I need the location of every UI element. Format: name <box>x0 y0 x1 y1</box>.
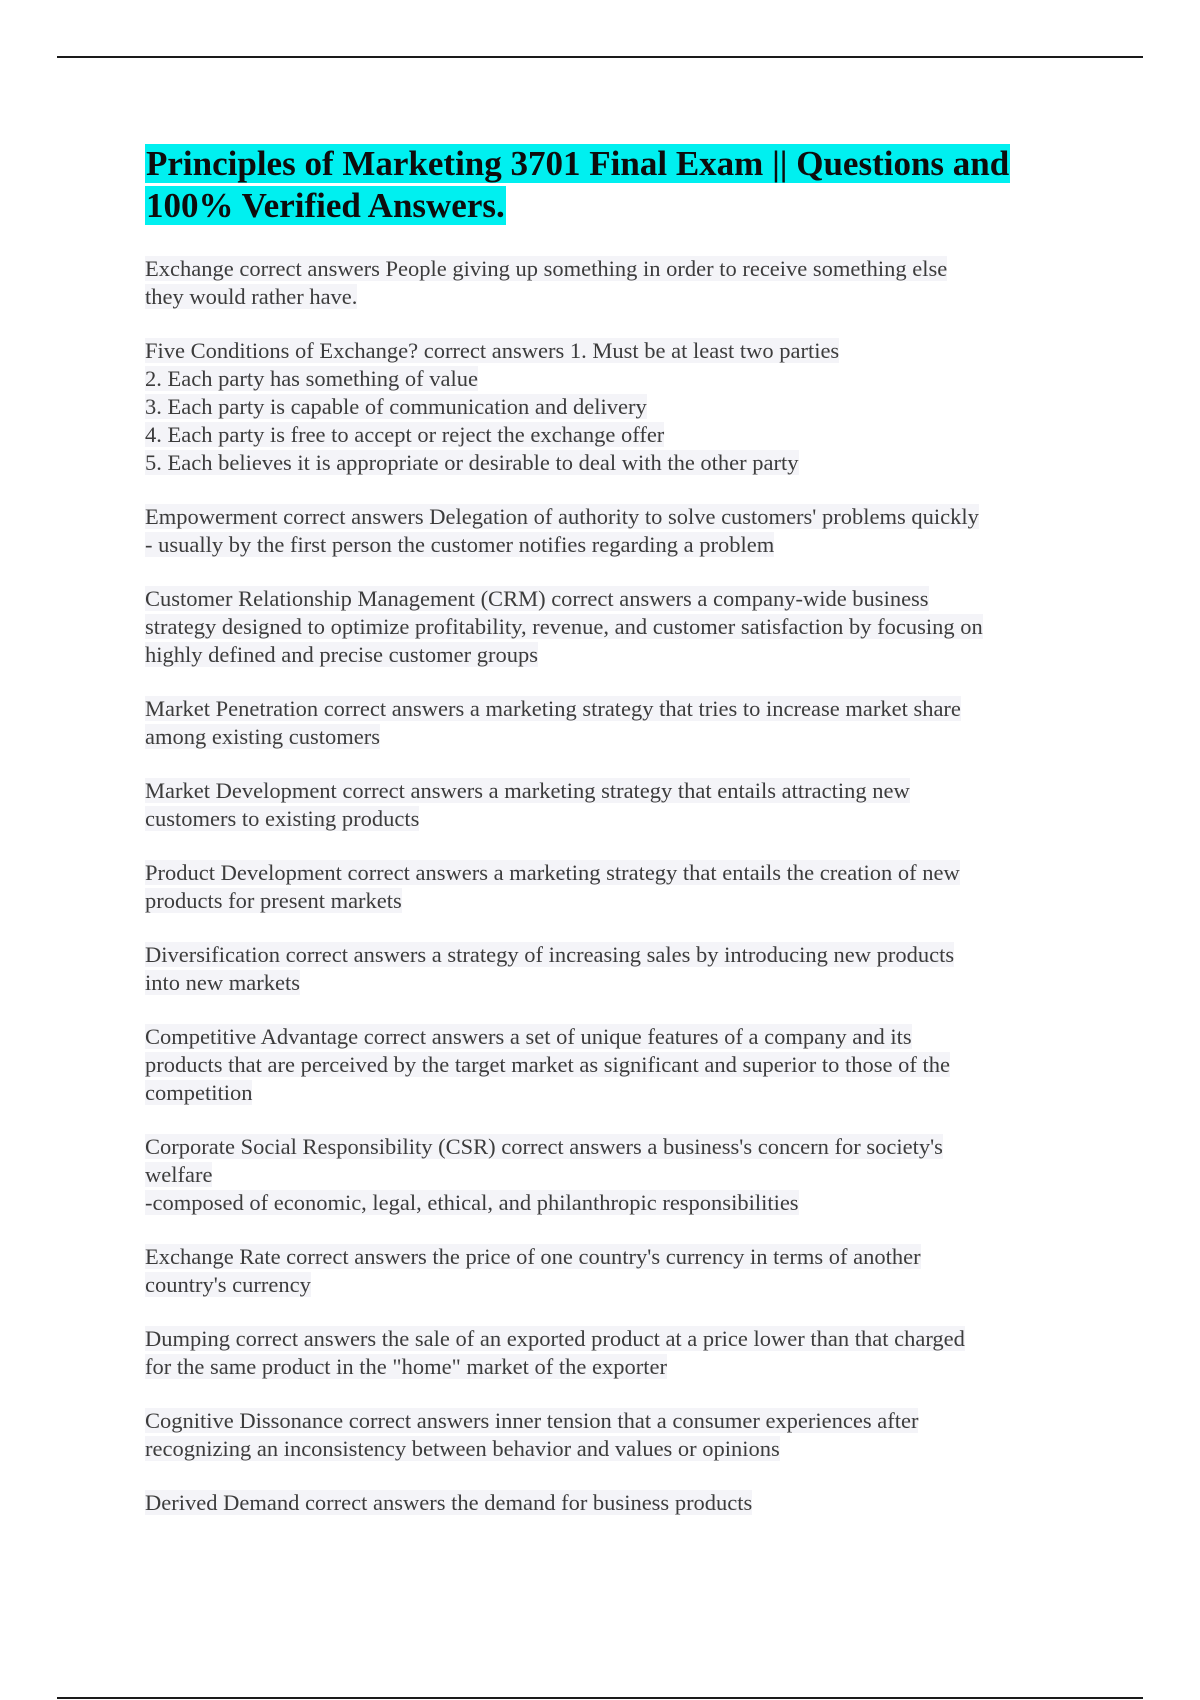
qa-entry <box>145 1133 1060 1217</box>
entry-line: 4. Each party is free to accept or reject the exchange offer <box>145 422 665 447</box>
qa-entry <box>145 255 1060 311</box>
entry-line: Empowerment correct answers Delegation of authority to solve customers' problems quickly <box>145 504 979 529</box>
entry-line: highly defined and precise customer groups <box>145 642 539 667</box>
entry-line: 3. Each party is capable of communication and delivery <box>145 394 647 419</box>
title-line: 100% Verified Answers. <box>146 186 505 225</box>
entry-line: Exchange Rate correct answers the price of one country's currency in terms of another <box>145 1244 921 1269</box>
entry-line: Dumping correct answers the sale of an exported product at a price lower than that charged <box>145 1326 965 1351</box>
entry-line: products for present markets <box>145 888 402 913</box>
entry-line: Five Conditions of Exchange? correct answers 1. Must be at least two parties <box>145 338 840 363</box>
document-body <box>145 143 1060 1543</box>
entry-line: competition <box>145 1080 253 1105</box>
entry-line: welfare <box>145 1162 213 1187</box>
entry-line: country's currency <box>145 1272 311 1297</box>
entry-line: Diversification correct answers a strategy of increasing sales by introducing new products <box>145 942 955 967</box>
entry-line: Derived Demand correct answers the demand for business products <box>145 1490 753 1515</box>
qa-entry <box>145 337 1060 477</box>
entry-line: Exchange correct answers People giving up something in order to receive something else <box>145 256 948 281</box>
qa-entry <box>145 1325 1060 1381</box>
entry-line: Cognitive Dissonance correct answers inner tension that a consumer experiences after <box>145 1408 919 1433</box>
qa-entry-list <box>145 255 1060 1517</box>
qa-entry <box>145 1489 1060 1517</box>
qa-entry <box>145 941 1060 997</box>
qa-entry <box>145 1023 1060 1107</box>
qa-entry <box>145 859 1060 915</box>
entry-line: recognizing an inconsistency between behavior and values or opinions <box>145 1436 780 1461</box>
qa-entry <box>145 1243 1060 1299</box>
title-line: Principles of Marketing 3701 Final Exam || Questions and <box>146 144 1010 183</box>
top-rule <box>57 56 1143 58</box>
entry-line: products that are perceived by the target market as significant and superior to those of the <box>145 1052 950 1077</box>
entry-line: for the same product in the "home" market of the exporter <box>145 1354 667 1379</box>
qa-entry <box>145 1407 1060 1463</box>
qa-entry <box>145 777 1060 833</box>
entry-line: Market Penetration correct answers a marketing strategy that tries to increase market share <box>145 696 961 721</box>
entry-line: Product Development correct answers a marketing strategy that entails the creation of new <box>145 860 960 885</box>
entry-line: 5. Each believes it is appropriate or desirable to deal with the other party <box>145 450 799 475</box>
entry-line: Market Development correct answers a marketing strategy that entails attracting new <box>145 778 910 803</box>
qa-entry <box>145 503 1060 559</box>
qa-entry <box>145 695 1060 751</box>
document-title <box>145 143 1060 227</box>
entry-line: they would rather have. <box>145 284 358 309</box>
entry-line: - usually by the first person the customer notifies regarding a problem <box>145 532 775 557</box>
entry-line: Customer Relationship Management (CRM) correct answers a company-wide business <box>145 586 929 611</box>
entry-line: strategy designed to optimize profitability, revenue, and customer satisfaction by focusing on <box>145 614 983 639</box>
entry-line: customers to existing products <box>145 806 420 831</box>
entry-line: among existing customers <box>145 724 380 749</box>
entry-line: into new markets <box>145 970 300 995</box>
entry-line: 2. Each party has something of value <box>145 366 479 391</box>
bottom-rule <box>57 1697 1143 1699</box>
entry-line: Competitive Advantage correct answers a set of unique features of a company and its <box>145 1024 912 1049</box>
entry-line: -composed of economic, legal, ethical, and philanthropic responsibilities <box>145 1190 799 1215</box>
qa-entry <box>145 585 1060 669</box>
entry-line: Corporate Social Responsibility (CSR) correct answers a business's concern for society's <box>145 1134 943 1159</box>
